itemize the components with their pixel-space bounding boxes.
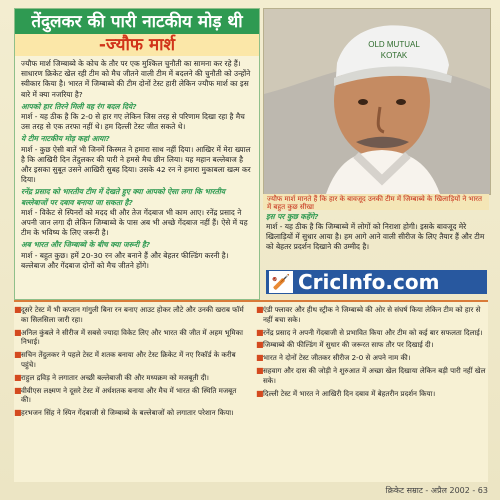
bullet-icon: ■	[14, 327, 22, 337]
bullet-icon: ■	[256, 365, 264, 375]
photo-caption: ज्यौफ मार्श मानते हैं कि हार के बावजूद उनकी टीम में जिम्बाब्वे के खिलाड़ियों ने भारत में बहुत कुछ सीखा	[263, 194, 489, 210]
stat-item: ■ जिम्बाब्वे की फील्डिंग में सुधार की जरूरत साफ तौर पर दिखाई दी।	[256, 340, 434, 350]
bullet-icon: ■	[14, 385, 22, 395]
portrait-icon	[264, 9, 490, 194]
qa-2: ये टीम नाटकीय मोड़ कहां आया? मार्श - कुछ ऐसी बातें भी जिनमें किस्मत ने हमारा साथ नहीं दिया। आखिर में मेरा ख्याल है कि आखिरी दिन तेंदुलकर की पारी ने हमसे मैच छीन लिया। यह महान बल्लेबाज है और इसका सुबूत उसने आखिरी सुबह दिया। उसके 42 रन ने हमारा मुकाबला खत्म कर दिया।	[21, 134, 251, 185]
qa-3: रनेंद्र प्रसाद को भारतीय टीम में देखते हुए क्या आपको ऐसा लगा कि भारतीय बल्लेबाजों पर दबाव बनाया जा सकता है? मार्श - विकेट से स्पिनरों को मदद थी और तेज गेंदबाज भी काम आए। रनेंद्र प्रसाद ने अपनी जान लगा दी लेकिन जिम्बाब्वे के पास अब भी अच्छे गेंदबाज नहीं हैं। ऐसे में यह टीम के भविष्य के लिए जरूरी है।	[21, 187, 248, 238]
cricket-player-icon: 🏏	[269, 271, 293, 293]
author-name: -ज्यौफ मार्श	[15, 34, 259, 56]
bullet-icon: ■	[256, 340, 264, 350]
interview-box	[14, 8, 260, 300]
qa-1: आपको हार तिरने मिली वह रंग बदल दिये? मार्श - यह ठीक है कि 2-0 से हार गए लेकिन जिस तरह से परिणाम दिखा रहा है मैच उस तरह से एक तरफा नहीं थे। हम दिल्ली टेस्ट जीत सकते थे।	[21, 101, 245, 132]
stat-item: ■ दूसरे टेस्ट में भी कप्तान गांगुली बिना रन बनाए आउट होकर लौटे और उनकी खराब फॉर्म का सिलसिला जारी रहा।	[14, 305, 244, 324]
page-footer: क्रिकेट सम्राट - अप्रैल 2002 - 63	[385, 486, 488, 495]
stats-right-column	[256, 302, 488, 482]
bullet-icon: ■	[14, 372, 22, 382]
stat-item: ■ हरभजन सिंह ने स्पिन गेंदबाजी से जिम्बाब्वे के बल्लेबाजों को लगातार परेशान किया।	[14, 408, 234, 418]
bullet-icon: ■	[256, 305, 264, 314]
intro-paragraph: ज्यौफ मार्श जिम्बाब्वे के कोच के तौर पर एक मुश्किल चुनौती का सामना कर रहे हैं। साधारण क्रिकेट खेल रही टीम को मैच जीतने वाली टीम में बदलने की चुनौती को उन्होंने स्वीकार किया है। भारत में जिम्बाब्वे की टीम दोनों टेस्ट हारी लेकिन ज्यौफ मार्श का इस बारे में क्या नजरिया है?	[21, 59, 251, 99]
bullet-icon: ■	[14, 408, 22, 418]
stat-item: ■ भारत ने दोनों टेस्ट जीतकर सीरीज 2-0 से अपने नाम की।	[256, 353, 411, 363]
stat-item: ■ एंडी फ्लावर और हीथ स्ट्रीक ने जिम्बाब्वे की ओर से संघर्ष किया लेकिन टीम को हार से नहीं बचा सके।	[256, 305, 481, 324]
cricinfo-logo: 🏏 CricInfo.com	[266, 270, 487, 294]
stat-item: ■ दिल्ली टेस्ट में भारत ने आखिरी दिन दबाव में बेहतरीन प्रदर्शन किया।	[256, 388, 436, 398]
bullet-icon: ■	[14, 350, 22, 360]
interview-text	[15, 56, 259, 271]
qa-4: अब भारत और जिम्बाब्वे के बीच क्या जरूरी है? मार्श - बहुत कुछ। हमें 20-30 रन और बनाने हैं और बेहतर फील्डिंग करनी है। बल्लेबाज और गेंदबाज दोनों को मैच जीतने होंगे।	[21, 240, 229, 270]
coach-photo	[263, 8, 491, 195]
stats-left-column	[14, 302, 246, 482]
headline: तेंदुलकर की पारी नाटकीय मोड़ थी	[15, 9, 259, 34]
stat-item: ■ रनेंद्र प्रसाद ने अपनी गेंदबाजी से प्रभावित किया और टीम को कई बार सफलता दिलाई।	[256, 327, 483, 337]
bullet-icon: ■	[14, 305, 22, 314]
bullet-icon: ■	[256, 327, 264, 337]
stat-item: ■ राहुल द्रविड़ ने लगातार अच्छी बल्लेबाजी की और मध्यक्रम को मजबूती दी।	[14, 372, 209, 382]
right-interview-text: इस पर कुछ कहेंगे? मार्श - यह ठीक है कि जिम्बाब्वे में लोगों को निराशा होगी। इसके बावजूद मेरे खिलाड़ियों में सुधार आया है। हम आगे आने वाली सीरीज के लिए तैयार हैं और टीम को बेहतर प्रदर्शन दिखाने की उम्मीद है।	[266, 212, 485, 251]
stat-item: ■ अनिल कुंबले ने सीरीज में सबसे ज्यादा विकेट लिए और भारत की जीत में अहम भूमिका निभाई।	[14, 327, 243, 347]
stat-item: ■ वीवीएस लक्ष्मण ने दूसरे टेस्ट में अर्धशतक बनाया और मैच में भारत की स्थिति मजबूत की।	[14, 385, 237, 405]
stats-section	[14, 300, 488, 482]
svg-text:OLD MUTUAL: OLD MUTUAL	[368, 40, 420, 49]
stat-item: ■ सहवाग और दास की जोड़ी ने शुरुआत में अच्छा खेल दिखाया लेकिन बड़ी पारी नहीं खेल सके।	[256, 365, 486, 385]
bullet-icon: ■	[256, 388, 264, 398]
svg-text:KOTAK: KOTAK	[380, 51, 408, 60]
bullet-icon: ■	[256, 353, 264, 363]
stat-item: ■ सचिन तेंदुलकर ने पहले टेस्ट में शतक बनाया और टेस्ट क्रिकेट में नए रिकॉर्ड के करीब पहुंचे।	[14, 350, 236, 369]
